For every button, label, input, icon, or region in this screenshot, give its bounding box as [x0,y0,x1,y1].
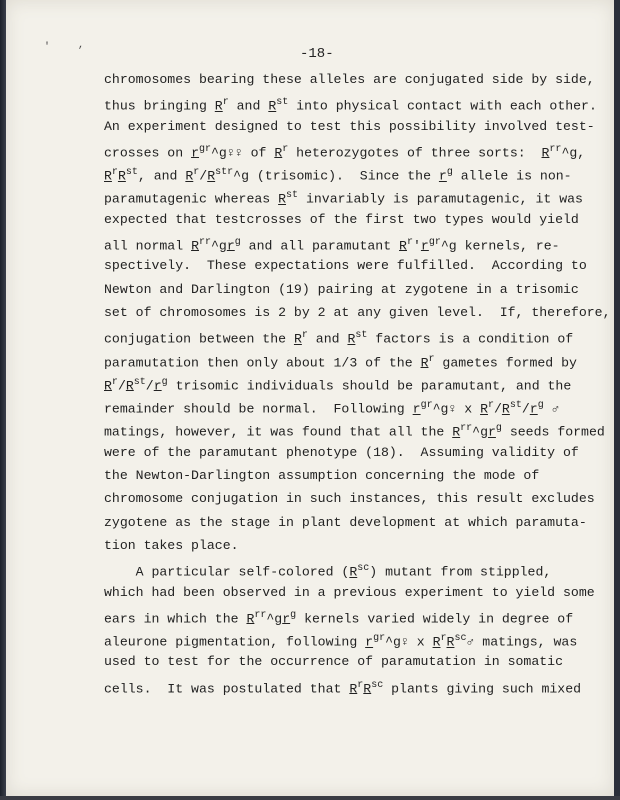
text-line: aleurone pigmentation, following $r^{gr}\^{}g♀$ x $R^rR^{sc}♂$ matings, was [104,633,578,650]
text-line: chromosome conjugation in such instances, this result excludes [104,491,595,507]
text-line: which had been observed in a previous experiment to yield some [104,584,595,600]
text-line: thus bringing $R^r$ and $R^{st}$ into physical contact with each other. [104,97,597,114]
text-line: paramutation then only about 1/3 of the $R^r$ gametes formed by [104,353,577,370]
text-line: conjugation between the $R^r$ and $R^{st}$ factors is a condition of [104,330,574,347]
body-text [104,68,611,697]
margin-speck: , [78,40,85,51]
text-line: matings, however, it was found that all the $R^{rr}\^{}gr^g$ seeds formed [104,423,605,440]
text-line: zygotene as the stage in plant development at which paramuta- [104,514,587,530]
scan-bottom-edge [0,796,620,800]
text-line: An experiment designed to test this possibility involved test- [104,118,595,134]
text-line: spectively. These expectations were fulfilled. According to [104,258,587,274]
text-line: were of the paramutant phenotype (18). Assuming validity of [104,444,579,460]
margin-speck: ' [44,42,51,53]
text-line: expected that testcrosses of the first two types would yield [104,211,579,227]
text-line: tion takes place. [104,537,239,553]
page-number: -18- [300,46,334,62]
text-line: remainder should be normal. Following $r^{gr}\^{}g♀$ x $R^r/R^{st}/r^g$ ♂ [104,400,560,417]
text-line: the Newton-Darlington assumption concerning the mode of [104,468,540,484]
text-line: A particular self-colored $(R^{sc})$ mutant from stippled, [104,563,552,580]
text-line: used to test for the occurrence of paramutation in somatic [104,654,563,670]
text-line: ears in which the $R^{rr}\^{}gr^g$ kernels varied widely in degree of [104,609,574,627]
text-line: paramutagenic whereas $R^{st}$ invariably is paramutagenic, it was [104,190,583,207]
text-line: chromosomes bearing these alleles are conjugated side by side, [104,72,595,87]
text-line: $R^r/R^{st}/r^g$ trisomic individuals should be paramutant, and the [104,376,572,394]
text-line: all normal $R^{rr}\^{}gr^g$ and all paramutant $R^r'r^{gr}\^{}g$ kernels, re- [104,237,560,254]
text-line: cells. It was postulated that $R^rR^{sc}$ plants giving such mixed [104,679,582,697]
text-line: crosses on $r^{gr}\^{}g♀♀$ of $R^r$ heterozygotes of three sorts: $R^{rr}\^{}g$, [104,143,586,161]
text-line: set of chromosomes is 2 by 2 at any given level. If, therefore, [104,304,611,320]
text-line: Newton and Darlington (19) pairing at zygotene in a trisomic [104,281,579,297]
text-line: $R^rR^{st}$, and $R^r/R^{str}\^{}g$ (trisomic). Since the $r^g$ allele is non- [104,167,572,184]
